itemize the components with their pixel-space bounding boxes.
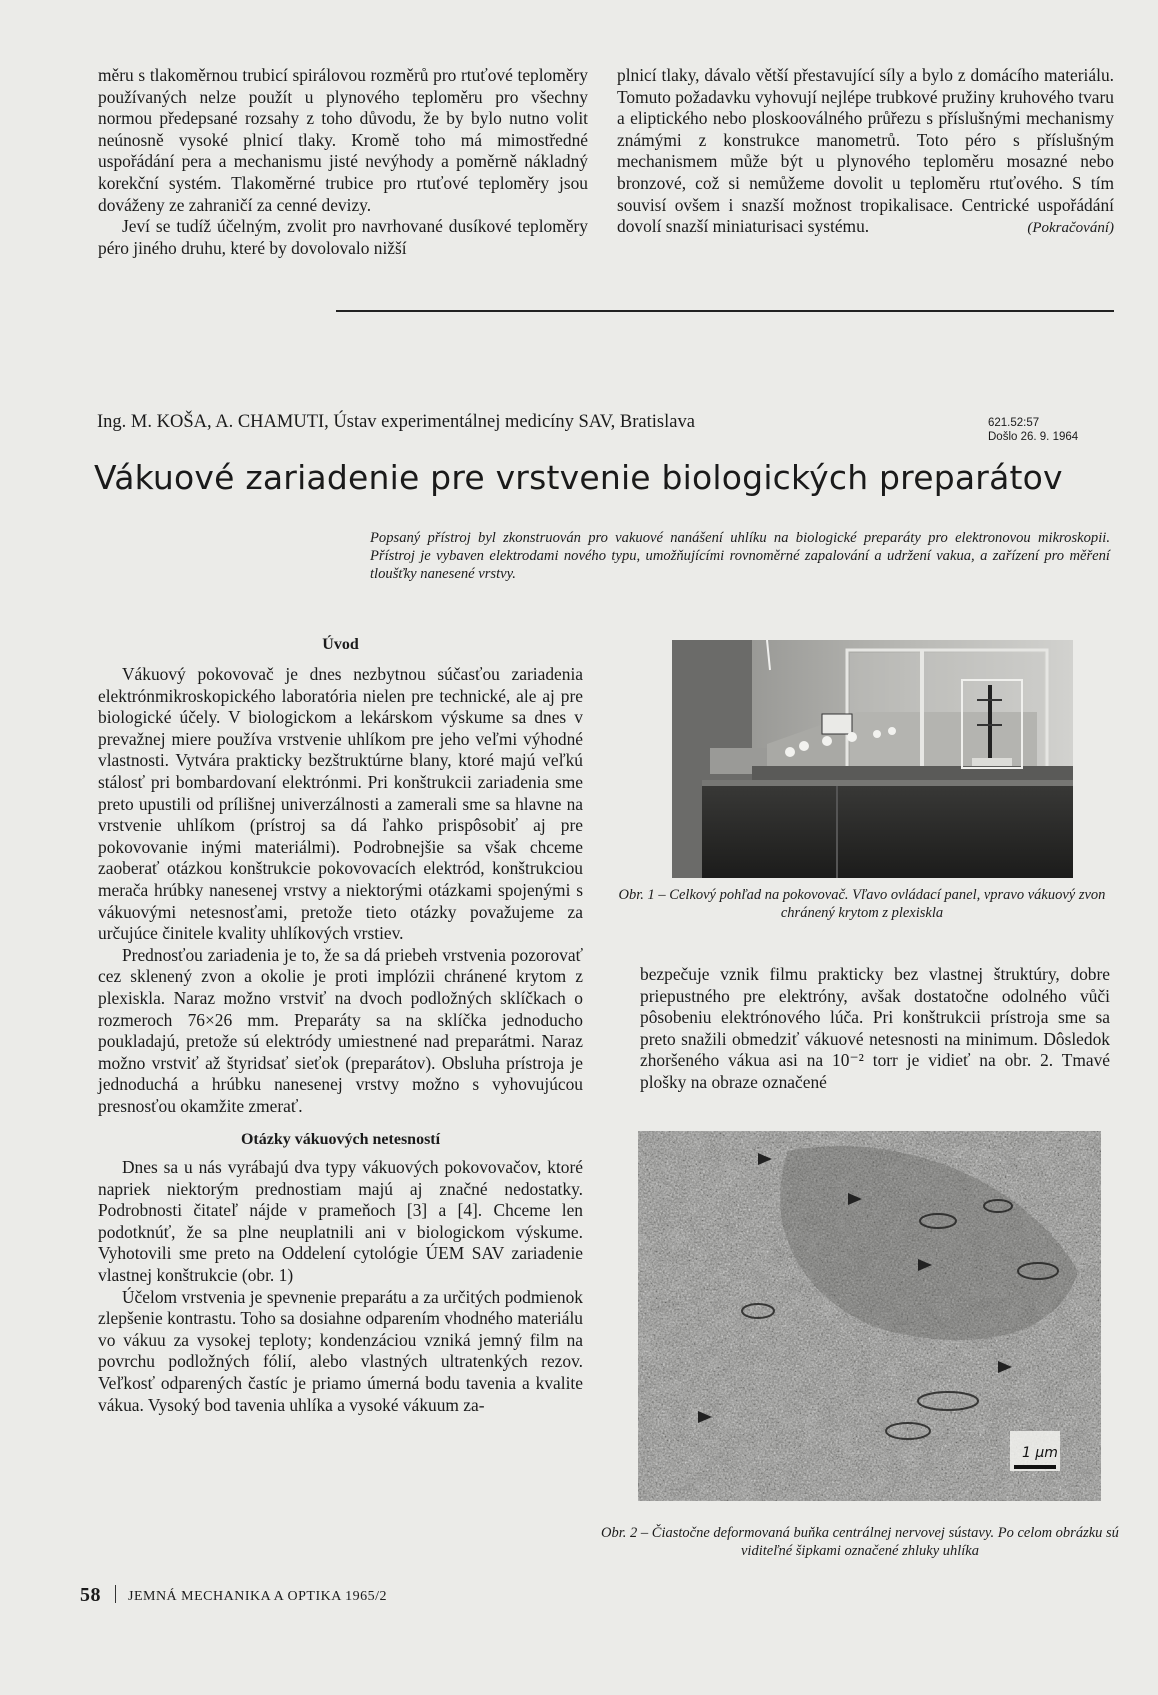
figure-1-photo [672,640,1073,878]
micrograph-image [638,1131,1101,1501]
byline: Ing. M. KOŠA, A. CHAMUTI, Ústav experimentálnej medicíny SAV, Bratislava [97,412,695,432]
paragraph: Účelom vrstvenia je spevnenie preparátu a za určitých podmienok zlepšenie kontrastu. Toho sa dosiahne odparením vhodného materiálu vo vákuu za vysokej teploty; kondenzáciou vzniká jemný film na povrchu podložných fólií, alebo vlastných ultratenkých rezov. Veľkosť odparených častíc je priamo úmerná bodu tavenia a kvalite vákua. Vysoký bod tavenia uhlíka a vysoké vákuum za- [98,1286,583,1415]
footer-separator [115,1585,116,1603]
section-divider [336,310,1114,312]
article-references [988,416,1108,444]
paragraph: bezpečuje vznik filmu prakticky bez vlastnej štruktúry, dobre priepustného pre elektróny, avšak dostatočne odolného vůči pôsobeniu elektrónového lúča. Pri konštrukcii prístroja sme sa preto snažili obmedziť vákuové netesnosti na minimum. Dôsledok zhoršeného vákua asi na 10⁻² torr je vidieť na obr. 2. Tmavé plošky na obraze označené [640,964,1110,1092]
paragraph: Jeví se tudíž účelným, zvolit pro navrhované dusíkové teploměry péro jiného druhu, které by dovolovalo nižší [98,216,588,258]
main-right-column [640,964,1110,1094]
figure-2-caption: Obr. 2 – Čiastočne deformovaná buňka centrálnej nervovej sústavy. Po celom obrázku sú viditeľné šipkami označené zhluky uhlíka [601,1525,1119,1559]
continued-label: (Pokračování) [1027,219,1114,236]
figure-2-micrograph [638,1131,1101,1501]
paragraph: Vákuový pokovovač je dnes nezbytnou súčasťou zariadenia elektrónmikroskopického laboratória nielen pre technické, ale aj pre biologické účely. V biologickom a lekárskom výskume sa dnes v prevažnej miere používa vrstvenie uhlíkom pre jeho veľmi výhodné vlastnosti. Vytvára prakticky bezštruktúrne blany, ktoré majú veľkú stálosť pri bombardovaní elektrónmi. Pri konštrukcii zariadenia sme preto upustili od prílišnej univerzálnosti a zamerali sme sa hlavne na vrstvenie uhlíkom (prístroj sa dá ľahko prispôsobiť aj pre pokovovanie inými materiálmi). Podrobnejšie sa však chceme zaoberať otázkou konštrukcie pokovovacích elektród, konštrukciou merača hrúbky nanesenej vrstvy a niektorými otázkami spojenými s vákuovými netesnosťami, pretože tieto otázky považujeme za určujúce činitele kvality uhlíkových vrstiev. [98,664,583,944]
page-number: 58 [80,1584,101,1606]
paragraph: plnicí tlaky, dávalo větší přestavující síly a bylo z domácího materiálu. Tomuto požadavku vyhovují nejlépe trubkové pružiny kruhového tvaru a eliptického nebo ploskooválného průřezu s příslušnými mechanismy známými z konstrukce manometrů. Toto péro s příslušným mechanismem může být u plynového teploměru mosazné nebo bronzové, což si nemůžeme dovolit u teploměru rtuťového. S tím souvisí ovšem i snazší možnost tropikalisace. Centrické uspořádání dovolí snazší miniaturisaci systému. [617,65,1114,237]
received-date: Došlo 26. 9. 1964 [988,431,1079,443]
paragraph: Dnes sa u nás vyrábajú dva typy vákuových pokovovačov, ktoré napriek niektorým prednostiam majú aj značné nedostatky. Podrobnosti čitateľ nájde v prameňoch [3] a [4]. Chceme len podotknúť, že sa plne neuplatnili ani v biologickom výskume. Vyhotovili sme preto na Oddelení cytológie ÚEM SAV zariadenie vlastnej konštrukcie (obr. 1) [98,1157,583,1286]
main-left-column [98,664,583,1416]
paragraph: Prednosťou zariadenia je to, že sa dá priebeh vrstvenia pozorovať cez sklenený zvon a okolie je proti implózii chránené krytom z plexiskla. Naraz možno vrstviť na dvoch podložných sklíčkach o rozmeroch 76×26 mm. Preparáty sa na sklíčka jednoducho poukladajú, pretože sú elektródy umiestnené nad preparátmi. Naraz možno vrstviť až štyridsať sieťok (preparátov). Obsluha prístroja je jednoduchá a hrúbku nanesenej vrstvy možno s vyhovujúcou presnosťou okamžite zmerať. [98,944,583,1116]
journal-name: JEMNÁ MECHANIKA A OPTIKA 1965/2 [128,1589,387,1604]
paragraph: měru s tlakoměrnou trubicí spirálovou rozměrů pro rtuťové teploměry používaných nelze použít u plynového teploměru pro všechny normou předepsané rozsahy z toho důvodu, že by bylo nutno volit neúnosně vysoké plnicí tlaky. Kromě toho má mimostředné uspořádání pera a mechanismu jisté nevýhody a poměrně nákladný korekční systém. Tlakoměrné trubice pro rtuťové teploměry jsou dováženy ze zahraničí za cenné devizy. [98,65,588,215]
figure-1-caption: Obr. 1 – Celkový pohľad na pokovovač. Vľavo ovládací panel, vpravo vákuový zvon chránený krytom z plexiskla [618,887,1106,921]
apparatus-photo [672,640,1073,878]
abstract: Popsaný přístroj byl zkonstruován pro vakuové nanášení uhlíku na biologické preparáty pro elektronovou mikroskopii. Přístroj je vybaven elektrodami nového typu, umožňujícími rovnoměrné zapalování a udržení vakua, a zařízení pro měření tloušťky nanesené vrstvy. [370,530,1110,582]
classification-code: 621.52:57 [988,417,1040,429]
scale-bar-label: 1 μm [1022,1445,1058,1461]
top-left-column [98,65,588,259]
top-right-column [617,65,1114,239]
page-footer [80,1584,387,1607]
section-heading-leaks: Otázky vákuových netesností [240,1131,441,1149]
section-heading-intro: Úvod [322,636,359,653]
article-title: Vákuové zariadenie pre vrstvenie biologických preparátov [94,458,1063,497]
